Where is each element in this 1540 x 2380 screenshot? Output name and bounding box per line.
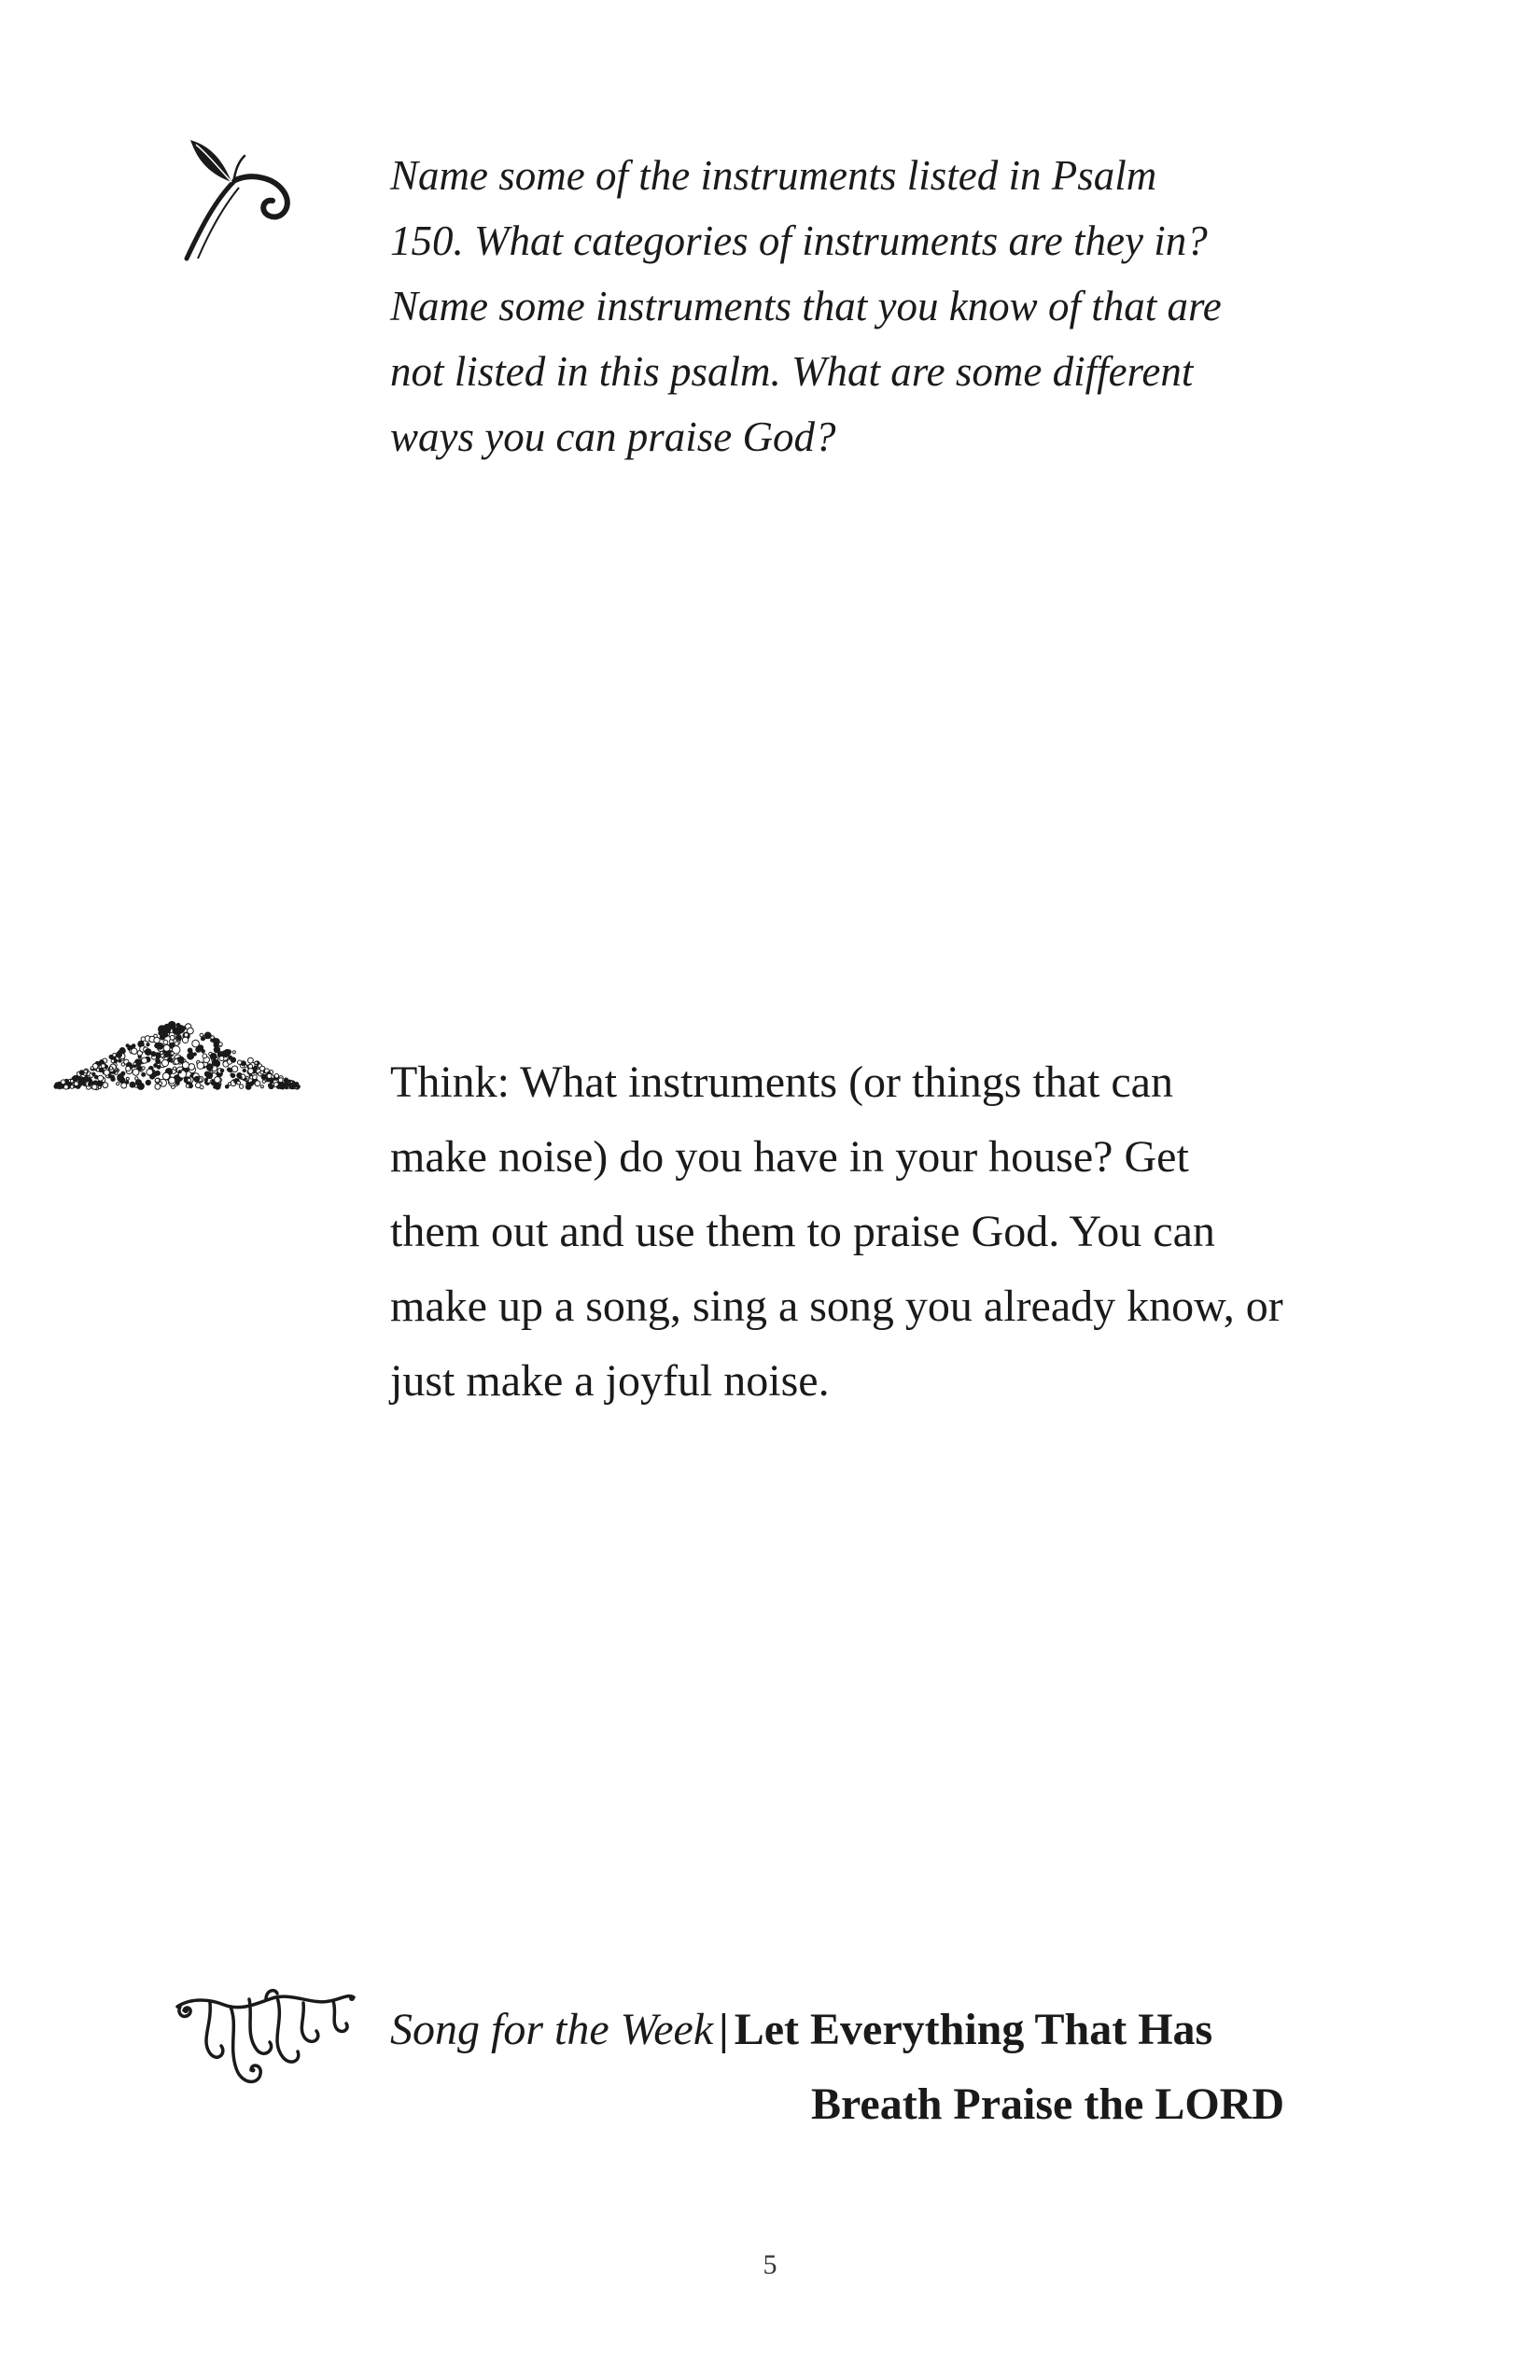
think-line: make noise) do you have in your house? Get [390, 1132, 1189, 1182]
song-separator: | [719, 2005, 729, 2054]
reflection-question [390, 143, 1379, 469]
vine-flourish-icon [173, 1988, 359, 2100]
seed-pile-icon [47, 1013, 308, 1097]
question-line: not listed in this psalm. What are some different [390, 348, 1194, 395]
think-line: them out and use them to praise God. You can [390, 1207, 1215, 1256]
question-line: Name some of the instruments listed in Psalm [390, 152, 1157, 199]
page-number: 5 [763, 2249, 777, 2280]
think-line: just make a joyful noise. [390, 1356, 830, 1406]
think-activity [390, 1045, 1379, 1419]
question-line: 150. What categories of instruments are they in? [390, 217, 1208, 264]
question-line: Name some instruments that you know of that are [390, 283, 1222, 329]
think-line: Think: What instruments (or things that can [390, 1057, 1173, 1107]
question-line: ways you can praise God? [390, 413, 836, 460]
song-title-line1: Let Everything That Has [734, 2005, 1213, 2054]
think-line: make up a song, sing a song you already know, or [390, 1281, 1283, 1331]
song-for-the-week [390, 1993, 1286, 2142]
sprout-icon [177, 135, 308, 266]
song-label: Song for the Week [390, 2005, 714, 2054]
song-title-line2: Breath Praise the LORD [810, 2079, 1284, 2129]
